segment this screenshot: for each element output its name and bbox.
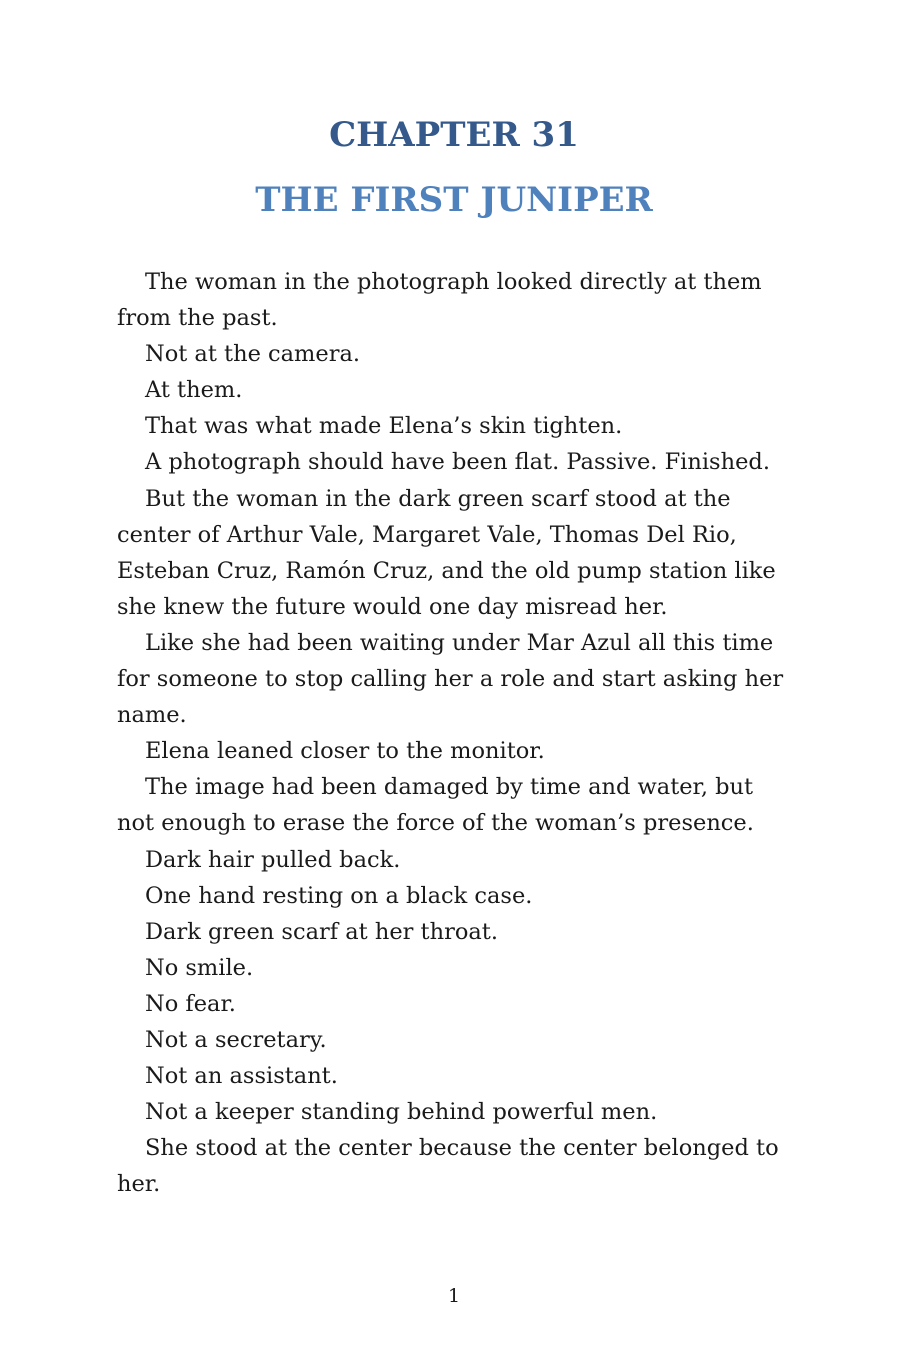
- paragraph: Not an assistant.: [145, 1063, 338, 1090]
- paragraph: Elena leaned closer to the monitor.: [145, 738, 545, 765]
- paragraph: Dark hair pulled back.: [145, 846, 401, 873]
- chapter-number: CHAPTER 31: [329, 115, 579, 155]
- paragraph: Not a keeper standing behind powerful men.: [145, 1099, 658, 1126]
- paragraph: At them.: [145, 377, 243, 404]
- paragraph: One hand resting on a black case.: [145, 882, 533, 909]
- paragraph: Not at the camera.: [145, 341, 361, 368]
- paragraph: But the woman in the dark green scarf stood at the center of Arthur Vale, Margaret Vale, Thomas Del Rio, Esteban Cruz, Ramón Cruz, and the old pump station like she knew the future would one day misread her.: [117, 485, 776, 620]
- paragraph: The image had been damaged by time and water, but not enough to erase the force of the woman’s presence.: [117, 774, 754, 837]
- paragraph: A photograph should have been flat. Passive. Finished.: [145, 449, 770, 476]
- paragraph: Dark green scarf at her throat.: [145, 918, 498, 945]
- paragraph: The woman in the photograph looked directly at them from the past.: [117, 269, 762, 332]
- paragraph: That was what made Elena’s skin tighten.: [145, 413, 623, 440]
- paragraph: Not a secretary.: [145, 1026, 327, 1053]
- chapter-body: [117, 264, 793, 1202]
- paragraph: Like she had been waiting under Mar Azul all this time for someone to stop calling her a role and start asking her name.: [117, 629, 784, 729]
- chapter-title: THE FIRST JUNIPER: [255, 180, 653, 220]
- page-number: 1: [447, 1285, 461, 1307]
- paragraph: No smile.: [145, 954, 254, 981]
- paragraph: She stood at the center because the center belonged to her.: [117, 1135, 779, 1198]
- paragraph: No fear.: [145, 990, 236, 1017]
